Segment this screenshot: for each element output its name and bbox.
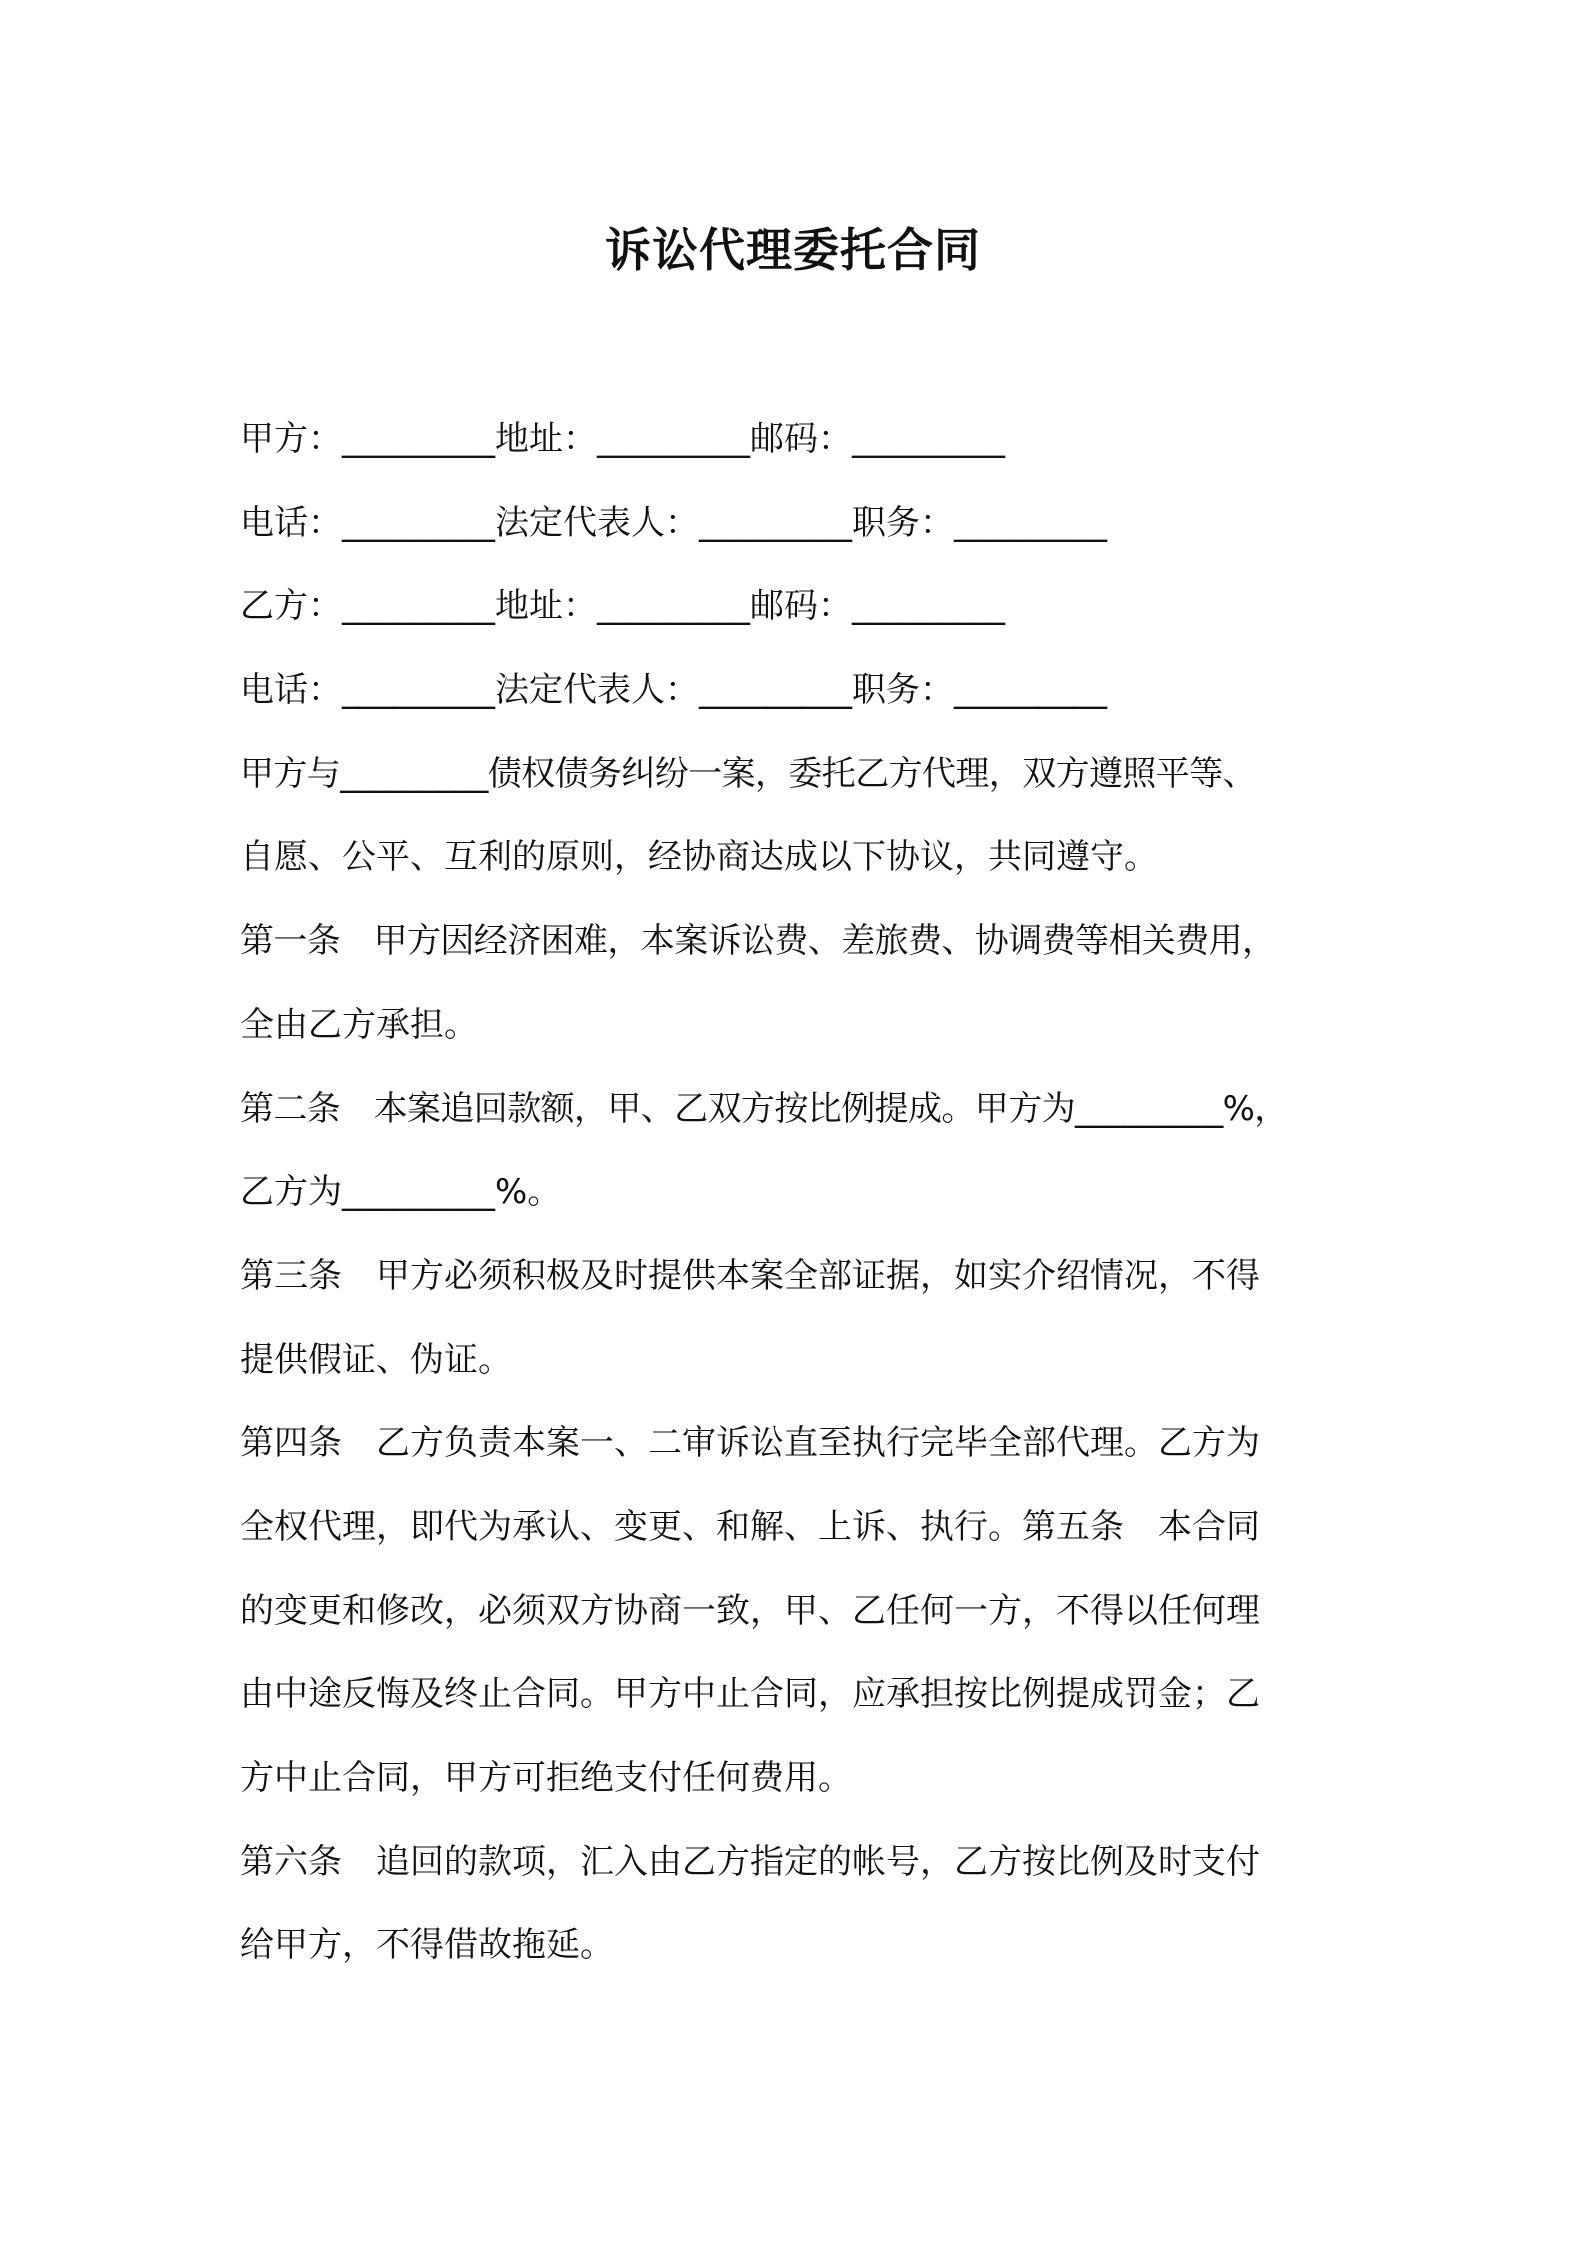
article-5-line-1: 的变更和修改，必须双方协商一致，甲、乙任何一方，不得以任何理 bbox=[240, 1590, 1260, 1631]
document-body bbox=[240, 398, 1380, 1988]
party-b-contact-line: 电话：_________法定代表人：_________职务：_________ bbox=[240, 670, 1107, 711]
article-6-line-1: 第六条 追回的款项，汇入由乙方指定的帐号，乙方按比例及时支付 bbox=[240, 1841, 1260, 1882]
article-3-line-1: 第三条 甲方必须积极及时提供本案全部证据，如实介绍情况，不得 bbox=[240, 1255, 1260, 1296]
article-3-line-2: 提供假证、伪证。 bbox=[240, 1339, 512, 1380]
article-1-line-1: 第一条 甲方因经济困难，本案诉讼费、差旅费、协调费等相关费用， bbox=[240, 921, 1276, 962]
article-2-line-1: 第二条 本案追回款额，甲、乙双方按比例提成。甲方为_________%， bbox=[240, 1088, 1288, 1129]
article-5-line-3: 方中止合同，甲方可拒绝支付任何费用。 bbox=[240, 1758, 852, 1798]
preamble-line-1: 甲方与_________债权债务纠纷一案，委托乙方代理，双方遵照平等、 bbox=[240, 753, 1256, 794]
preamble-line-2: 自愿、公平、互利的原则，经协商达成以下协议，共同遵守。 bbox=[240, 837, 1158, 878]
article-2-line-2: 乙方为_________%。 bbox=[240, 1172, 562, 1213]
document-title: 诉讼代理委托合同 bbox=[605, 223, 981, 277]
party-a-contact-line: 电话：_________法定代表人：_________职务：_________ bbox=[240, 502, 1107, 543]
party-a-info-line: 甲方：_________地址：_________邮码：_________ bbox=[240, 419, 1005, 459]
article-5-line-2: 由中途反悔及终止合同。甲方中止合同，应承担按比例提成罚金；乙 bbox=[240, 1674, 1260, 1715]
article-4-5-line-2: 全权代理，即代为承认、变更、和解、上诉、执行。第五条 本合同 bbox=[240, 1506, 1260, 1547]
article-6-line-2: 给甲方，不得借故拖延。 bbox=[240, 1925, 614, 1966]
party-b-info-line: 乙方：_________地址：_________邮码：_________ bbox=[240, 586, 1005, 627]
article-1-line-2: 全由乙方承担。 bbox=[240, 1004, 478, 1045]
article-4-line-1: 第四条 乙方负责本案一、二审诉讼直至执行完毕全部代理。乙方为 bbox=[240, 1423, 1260, 1464]
